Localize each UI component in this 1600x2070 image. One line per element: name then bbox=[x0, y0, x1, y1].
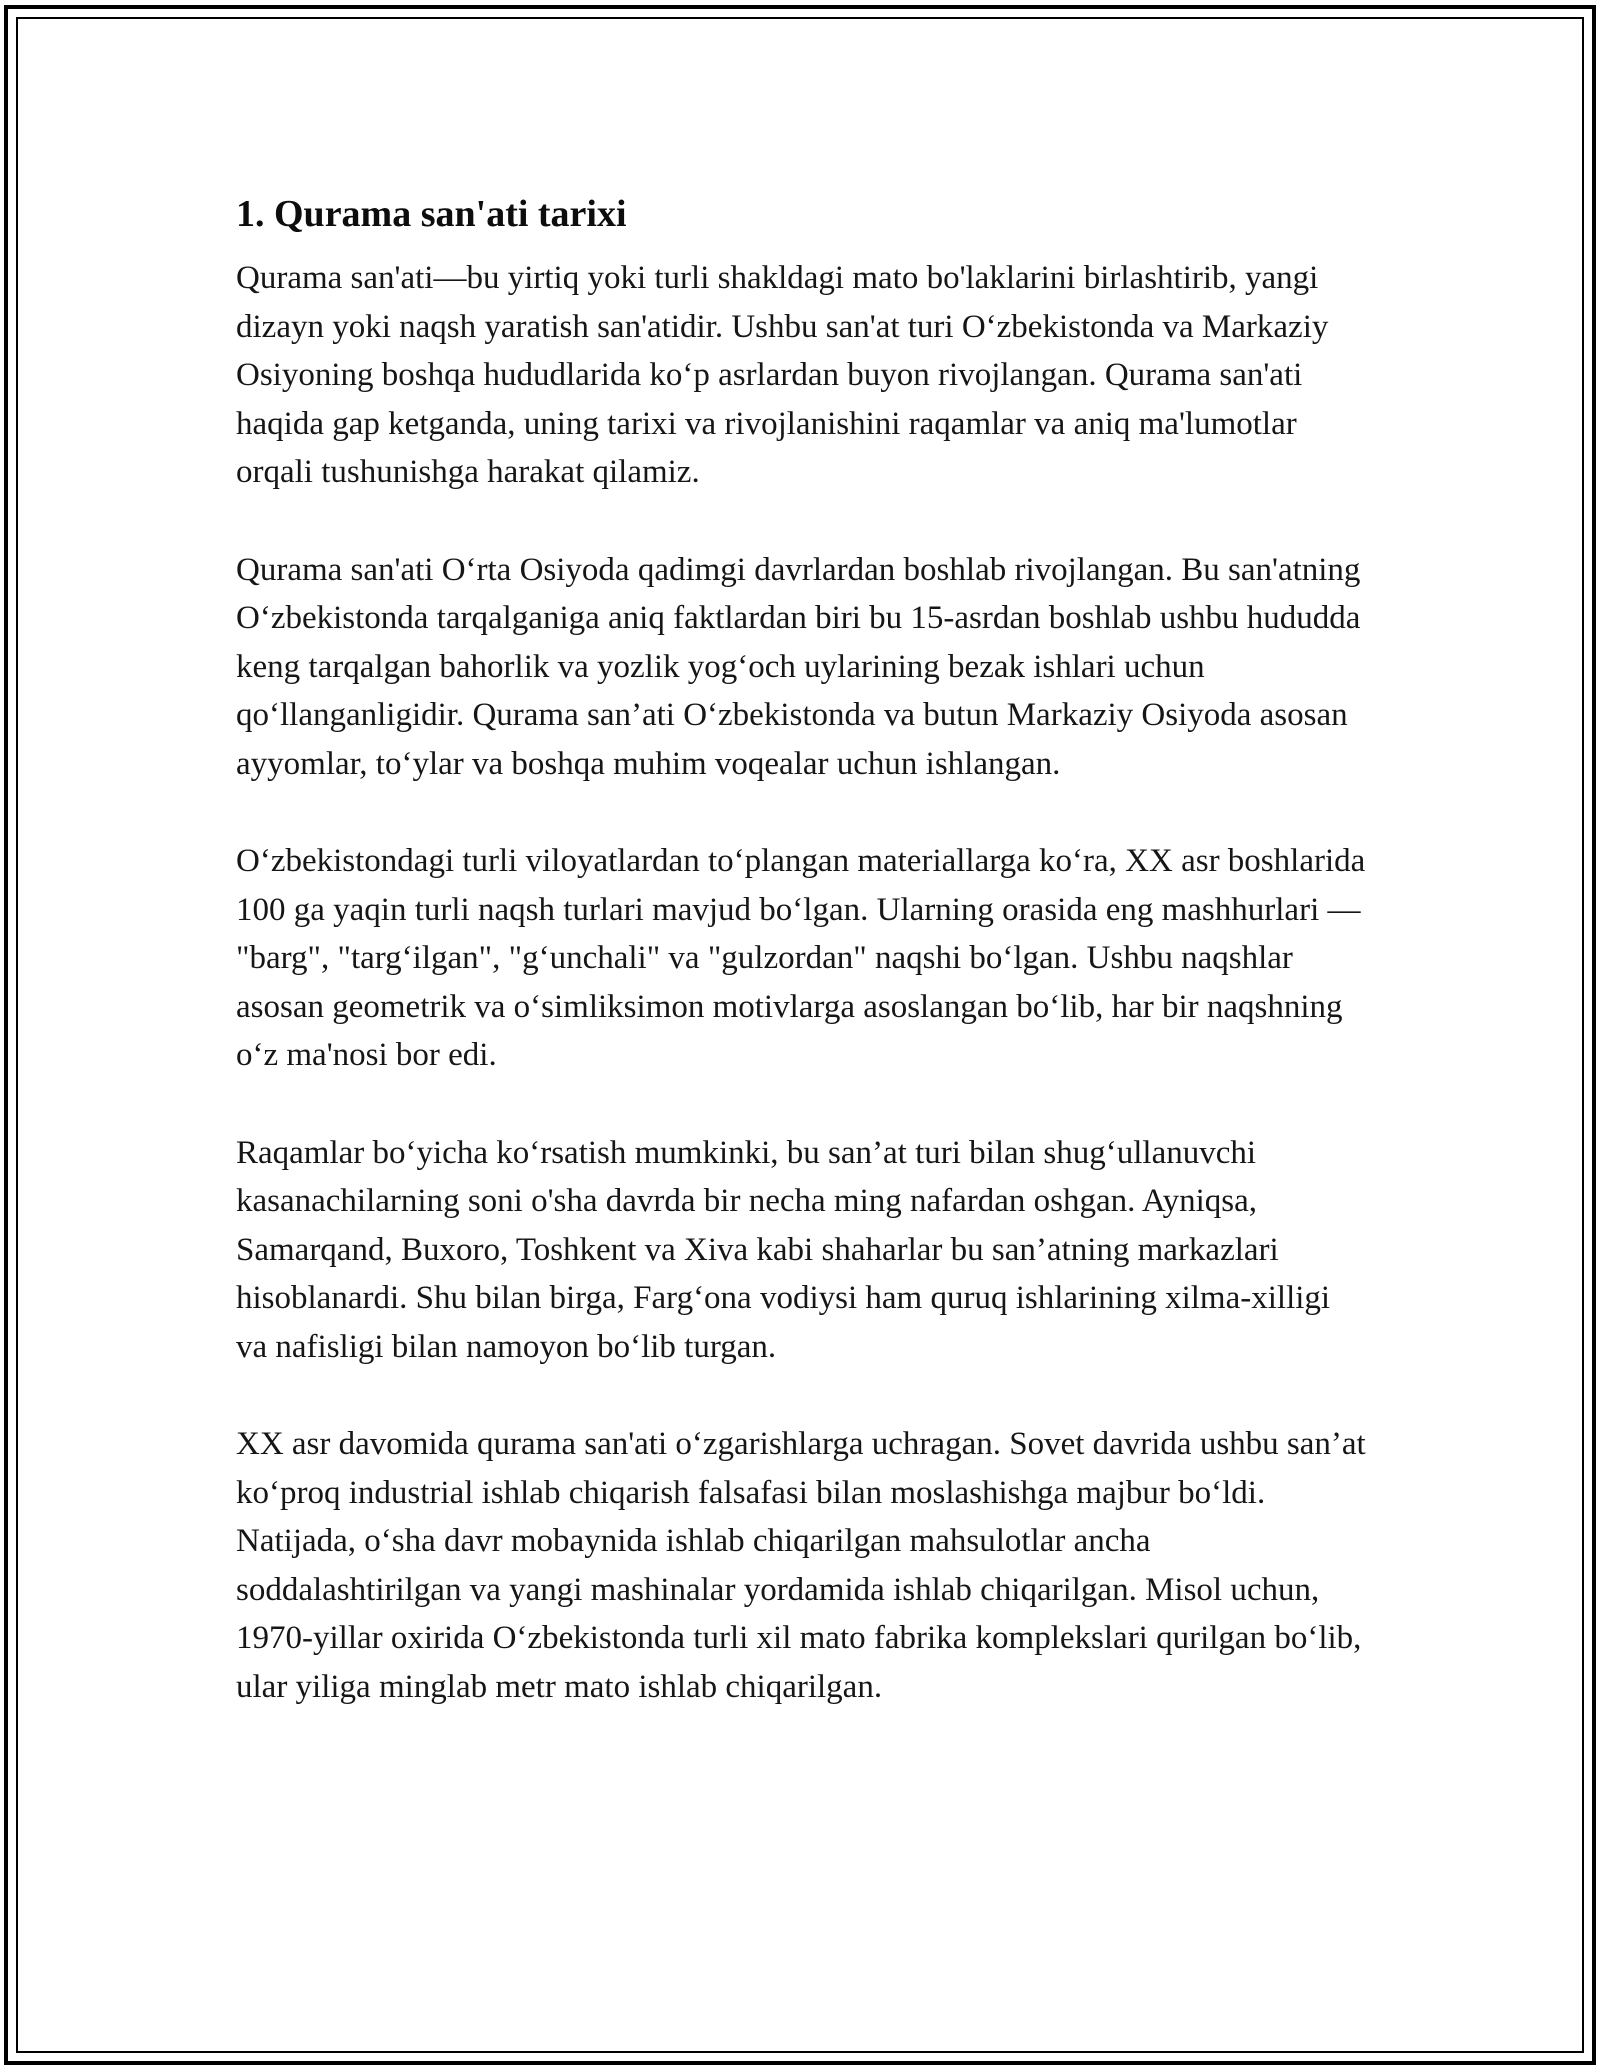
paragraph-4: Raqamlar bo‘yicha ko‘rsatish mumkinki, bu san’at turi bilan shug‘ullanuvchi kasanachilarning soni o'sha davrda bir necha ming nafardan oshgan. Ayniqsa, Samarqand, Buxoro, Toshkent va Xiva kabi shaharlar bu san’atning markazlari hisoblanardi. Shu bilan birga, Farg‘ona vodiysi ham quruq ishlarining xilma-xilligi va nafisligi bilan namoyon bo‘lib turgan. bbox=[236, 1134, 1331, 1365]
section-title: 1. Qurama san'ati tarixi bbox=[236, 193, 627, 235]
paragraph-3: O‘zbekistondagi turli viloyatlardan to‘plangan materiallarga ko‘ra, XX asr boshlarida 100 ga yaqin turli naqsh turlari mavjud bo‘lgan. Ularning orasida eng mashhurlari — "barg", "targ‘ilgan", "g‘unchali" va "gulzordan" naqshi bo‘lgan. Ushbu naqshlar asosan geometrik va o‘simliksimon motivlarga asoslangan bo‘lib, har bir naqshning o‘z ma'nosi bor edi. bbox=[236, 843, 1366, 1073]
paragraph-2: Qurama san'ati O‘rta Osiyoda qadimgi davrlardan boshlab rivojlangan. Bu san'atning O‘zbekistonda tarqalganiga aniq faktlardan biri bu 15-asrdan boshlab ushbu hududda keng tarqalgan bahorlik va yozlik yog‘och uylarining bezak ishlari uchun qo‘llanganligidir. Qurama san’ati O‘zbekistonda va butun Markaziy Osiyoda asosan ayyomlar, to‘ylar va boshqa muhim voqealar uchun ishlangan. bbox=[236, 551, 1361, 782]
paragraph-1: Qurama san'ati—bu yirtiq yoki turli shakldagi mato bo'laklarini birlashtirib, yangi dizayn yoki naqsh yaratish san'atidir. Ushbu san'at turi O‘zbekistonda va Markaziy Osiyoning boshqa hududlarida ko‘p asrlardan buyon rivojlangan. Qurama san'ati haqida gap ketganda, uning tarixi va rivojlanishini raqamlar va aniq ma'lumotlar orqali tushunishga harakat qilamiz. bbox=[236, 260, 1329, 490]
document-body bbox=[236, 186, 1366, 1760]
paragraph-5: XX asr davomida qurama san'ati o‘zgarishlarga uchragan. Sovet davrida ushbu san’at ko‘proq industrial ishlab chiqarish falsafasi bilan moslashishga majbur bo‘ldi. Natijada, o‘sha davr mobaynida ishlab chiqarilgan mahsulotlar ancha soddalashtirilgan va yangi mashinalar yordamida ishlab chiqarilgan. Misol uchun, 1970-yillar oxirida O‘zbekistonda turli xil mato fabrika komplekslari qurilgan bo‘lib, ular yiliga minglab metr mato ishlab chiqarilgan. bbox=[236, 1426, 1366, 1705]
